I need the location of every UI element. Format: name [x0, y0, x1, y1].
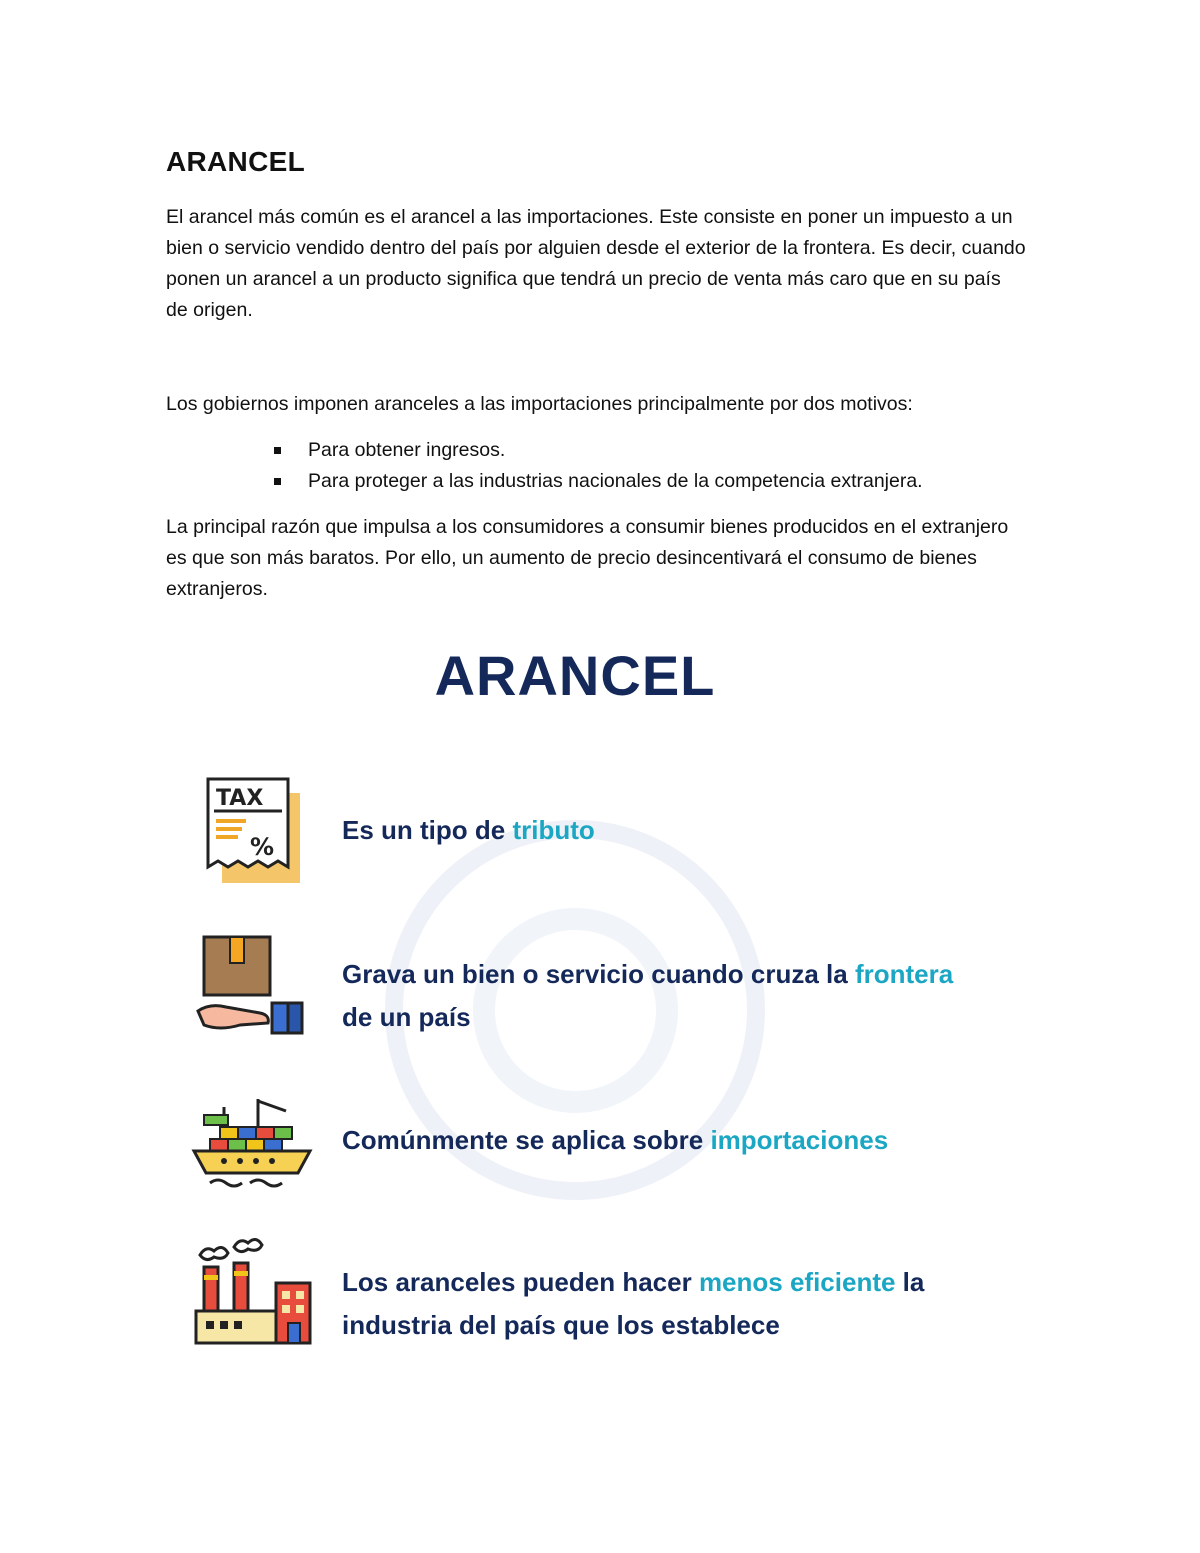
row-text: Los aranceles pueden hacer menos eficiente la industria del país que los establece	[342, 1267, 925, 1340]
svg-text:%: %	[250, 833, 275, 861]
highlight-importaciones: importaciones	[710, 1125, 889, 1155]
highlight-frontera: frontera	[854, 959, 954, 989]
row-text: Comúnmente se aplica sobre importaciones	[342, 1125, 889, 1155]
paragraph-motives-intro: Los gobiernos imponen aranceles a las importaciones principalmente por dos motivos:	[166, 393, 913, 415]
highlight-tributo: tributo	[512, 815, 595, 845]
infographic-title: ARANCEL	[434, 644, 716, 707]
box-in-hand-icon	[190, 933, 320, 1043]
document-title: ARANCEL	[166, 146, 305, 177]
row-text: Es un tipo de tributo	[342, 815, 595, 845]
highlight-menos-eficiente: menos eficiente	[698, 1267, 896, 1297]
cargo-ship-icon	[190, 1093, 320, 1203]
arancel-infographic	[170, 625, 990, 1375]
row-text: Grava un bien o servicio cuando cruza la frontera de un país	[342, 959, 954, 1032]
paragraph-consumers: La principal razón que impulsa a los consumidores a consumir bienes producidos en el extranjero es que son más baratos. Por ello, un aumento de precio desincentivará el consumo de bienes extranjeros.	[166, 516, 1009, 600]
list-item: Para proteger a las industrias nacionales de la competencia extranjera.	[268, 466, 923, 497]
svg-text:TAX: TAX	[216, 786, 264, 811]
list-item: Para obtener ingresos.	[268, 435, 923, 466]
paragraph-definition: El arancel más común es el arancel a las importaciones. Este consiste en poner un impuesto a un bien o servicio vendido dentro del país por alguien desde el exterior de la frontera. Es decir, cuando ponen un arancel a un producto significa que tendrá un precio de venta más caro que en su país de origen.	[166, 206, 1026, 321]
factory-icon	[190, 1237, 320, 1347]
motives-list	[268, 435, 923, 497]
tax-document-icon	[190, 775, 320, 885]
